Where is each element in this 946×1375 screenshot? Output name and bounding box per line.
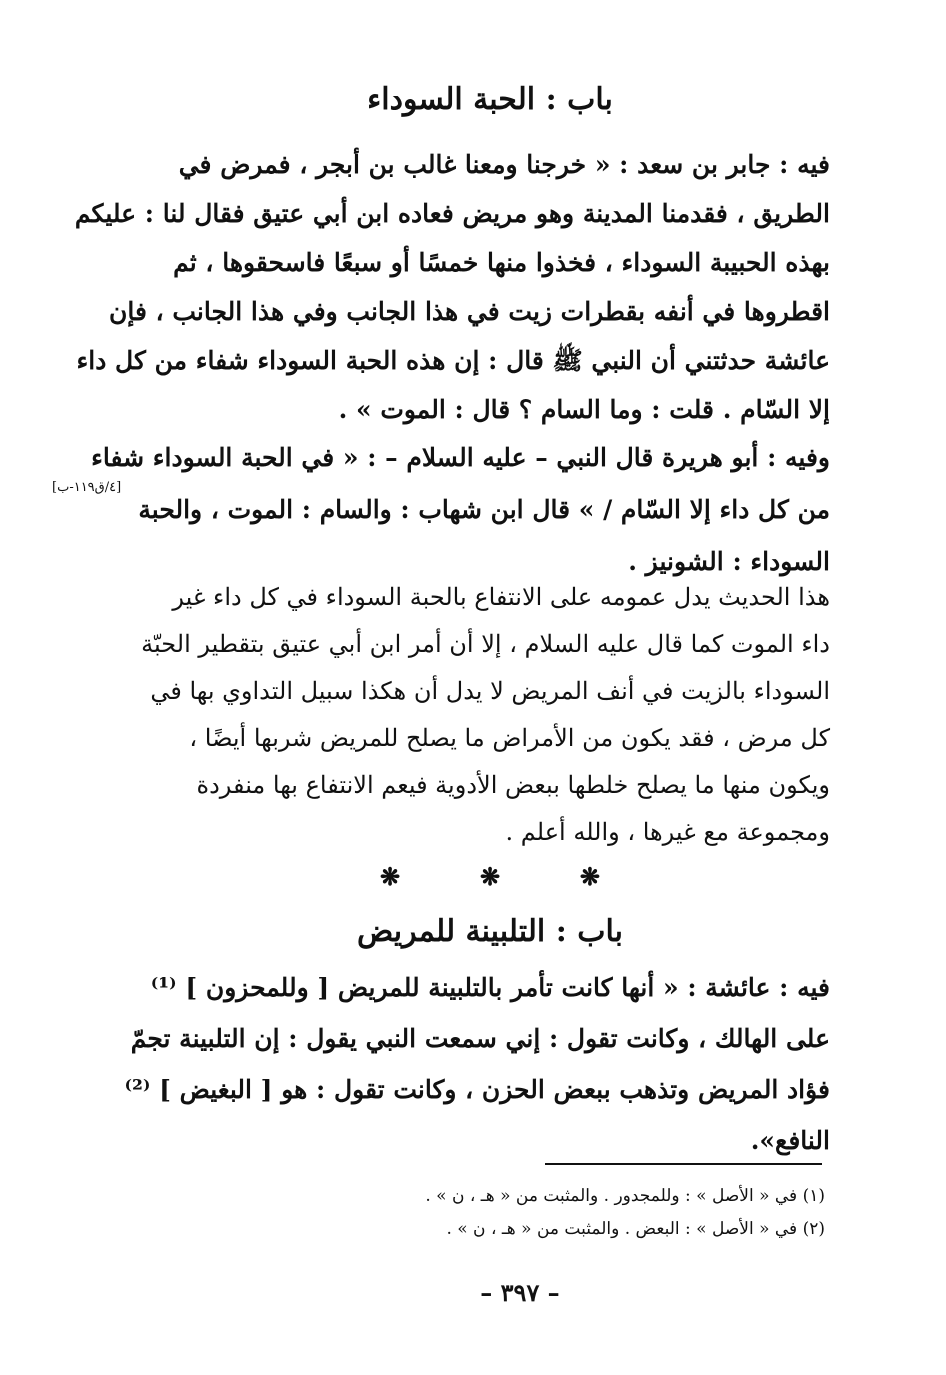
text-line: النافع». <box>750 1126 830 1155</box>
text-line: السوداء بالزيت في أنف المريض لا يدل أن هكذا سبيل التداوي بها في <box>150 677 830 705</box>
manuscript-folio-note: [٤/ق١١٩-ب] <box>52 480 122 495</box>
text-line: هذا الحديث يدل عمومه على الانتفاع بالحبة السوداء في كل داء غير <box>172 583 830 611</box>
footnotes <box>320 1180 825 1246</box>
footnote-item: (٢) في « الأصل » : البعض . والمثبت من « هـ ، ن » . <box>446 1219 825 1239</box>
commentary-paragraph <box>141 574 830 856</box>
text-line: الطريق ، فقدمنا المدينة وهو مريض فعاده ابن أبي عتيق فقال لنا : عليكم <box>74 199 830 228</box>
text-line: فؤاد المريض وتذهب ببعض الحزن ، وكانت تقول : هو [ البغيض ] ⁽²⁾ <box>124 1075 830 1104</box>
hadith-jabir-paragraph <box>74 140 830 434</box>
text-line: فيه : عائشة : « أنها كانت تأمر بالتلبينة للمريض [ وللمحزون ] ⁽¹⁾ <box>150 973 830 1002</box>
hadith-abu-hurayra-paragraph <box>91 432 830 588</box>
footnote-item: (١) في « الأصل » : وللمجدور . والمثبت من « هـ ، ن » . <box>425 1186 825 1206</box>
text-line: فيه : جابر بن سعد : « خرجنا ومعنا غالب بن أبجر ، فمرض في <box>178 150 830 179</box>
text-line: وفيه : أبو هريرة قال النبي – عليه السلام – : « في الحبة السوداء شفاء <box>91 443 830 472</box>
chapter-title-black-seed: باب : الحبة السوداء <box>367 82 613 117</box>
text-line: ويكون منها ما يصلح خلطها ببعض الأدوية فيعم الانتفاع بها منفردة <box>196 771 830 799</box>
chapter-title-talbina: باب : التلبينة للمريض <box>357 914 623 949</box>
text-line: عائشة حدثتني أن النبي ﷺ قال : إن هذه الحبة السوداء شفاء من كل داء <box>76 346 830 375</box>
text-line: السوداء : الشونيز . <box>628 547 830 576</box>
page-number: – ٣٩٧ – <box>480 1278 560 1307</box>
footnote-divider <box>545 1163 822 1165</box>
text-line: داء الموت كما قال عليه السلام ، إلا أن أمر ابن أبي عتيق بتقطير الحبّة <box>141 630 830 658</box>
section-separator <box>380 862 600 891</box>
text-line: على الهالك ، وكانت تقول : إني سمعت النبي يقول : إن التلبينة تجمّ <box>130 1024 830 1053</box>
text-line: ومجموعة مع غيرها ، والله أعلم . <box>505 818 830 846</box>
text-line: بهذه الحبيبة السوداء ، فخذوا منها خمسًا أو سبعًا فاسحقوها ، ثم <box>173 248 830 277</box>
asterism-icon: ❋ <box>579 862 600 891</box>
text-line: اقطروها في أنفه بقطرات زيت في هذا الجانب وفي هذا الجانب ، فإن <box>108 297 830 326</box>
asterism-icon: ❋ <box>479 862 501 891</box>
text-line: كل مرض ، فقد يكون من الأمراض ما يصلح للمريض شربها أيضًا ، <box>189 724 830 752</box>
asterism-icon: ❋ <box>380 862 401 891</box>
text-line: إلا السّام . قلت : وما السام ؟ قال : الموت » . <box>338 395 830 424</box>
hadith-aisha-paragraph <box>124 962 830 1166</box>
text-line: من كل داء إلا السّام / » قال ابن شهاب : والسام : الموت ، والحبة <box>138 495 830 524</box>
